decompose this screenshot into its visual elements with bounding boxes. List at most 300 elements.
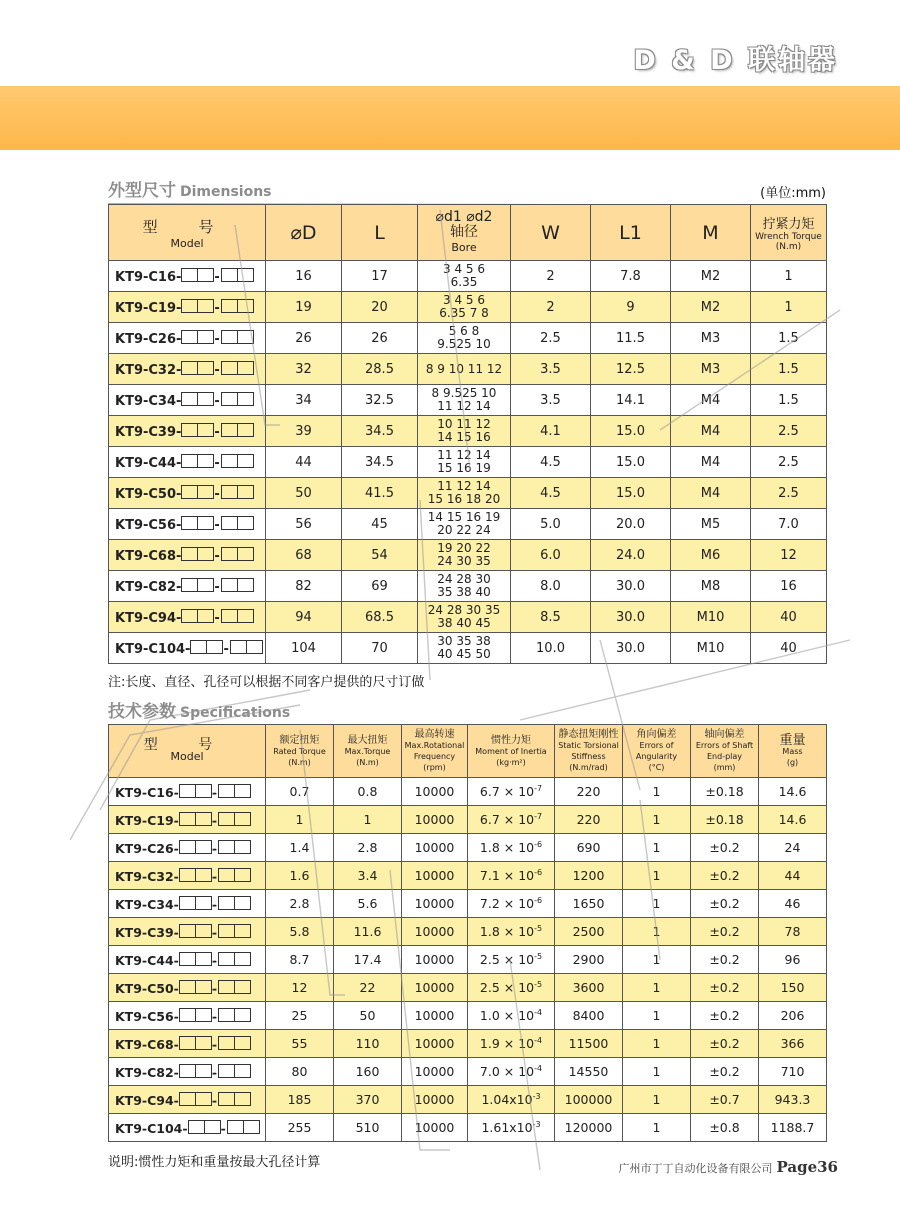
cell-L: 70 bbox=[342, 633, 418, 664]
cell-stiffness: 2900 bbox=[555, 946, 623, 974]
blank-box bbox=[179, 924, 196, 938]
model-cell bbox=[109, 918, 266, 946]
model-cell bbox=[109, 1030, 266, 1058]
model-cell bbox=[109, 540, 266, 571]
blank-box bbox=[234, 784, 251, 798]
model-cell bbox=[109, 834, 266, 862]
model-code: KT9-C39- bbox=[115, 424, 182, 440]
dash: - bbox=[211, 812, 218, 828]
cell-torque: 1.5 bbox=[751, 385, 827, 416]
cell-mass: 943.3 bbox=[759, 1086, 827, 1114]
dash: - bbox=[214, 486, 220, 502]
cell-L: 54 bbox=[342, 540, 418, 571]
cell-inertia bbox=[468, 890, 555, 918]
table-row bbox=[109, 834, 827, 862]
table-row bbox=[109, 292, 827, 323]
blank-box bbox=[237, 609, 254, 623]
cell-rated-torque: 1.4 bbox=[266, 834, 334, 862]
cell-axial: ±0.2 bbox=[691, 1058, 759, 1086]
dimensions-title-en: Dimensions bbox=[180, 184, 272, 200]
cell-axial: ±0.2 bbox=[691, 834, 759, 862]
cell-speed: 10000 bbox=[402, 834, 468, 862]
cell-inertia bbox=[468, 834, 555, 862]
cell-W: 8.5 bbox=[511, 602, 591, 633]
blank-box bbox=[195, 1064, 212, 1078]
cell-L1: 9 bbox=[591, 292, 671, 323]
cell-bore bbox=[418, 416, 511, 447]
model-cell bbox=[109, 602, 266, 633]
cell-max-torque: 22 bbox=[334, 974, 402, 1002]
blank-box bbox=[197, 330, 214, 344]
blank-box bbox=[179, 1036, 196, 1050]
blank-box bbox=[181, 268, 198, 282]
cell-L1: 20.0 bbox=[591, 509, 671, 540]
cell-M: M2 bbox=[671, 261, 751, 292]
blank-box bbox=[234, 840, 251, 854]
cell-bore bbox=[418, 509, 511, 540]
blank-box bbox=[179, 1092, 196, 1106]
header-model: 型 号 Model bbox=[109, 725, 266, 778]
cell-stiffness: 100000 bbox=[555, 1086, 623, 1114]
cell-M: M10 bbox=[671, 633, 751, 664]
cell-axial: ±0.2 bbox=[691, 890, 759, 918]
blank-box bbox=[221, 423, 238, 437]
cell-axial: ±0.2 bbox=[691, 1002, 759, 1030]
cell-rated-torque: 5.8 bbox=[266, 918, 334, 946]
model-cell bbox=[109, 385, 266, 416]
header-L1: L1 bbox=[591, 205, 671, 261]
bore-line-1: 11 12 14 bbox=[437, 448, 491, 462]
cell-max-torque: 17.4 bbox=[334, 946, 402, 974]
bore-line-2: 35 38 40 bbox=[437, 585, 491, 599]
bore-line-1: 10 11 12 bbox=[437, 417, 491, 431]
cell-M: M4 bbox=[671, 385, 751, 416]
dimensions-table bbox=[108, 204, 827, 664]
cell-speed: 10000 bbox=[402, 1058, 468, 1086]
specifications-note: 说明:惯性力矩和重量按最大孔径计算 bbox=[108, 1155, 321, 1170]
unit-label: (单位:mm) bbox=[760, 186, 826, 201]
cell-W: 6.0 bbox=[511, 540, 591, 571]
dash: - bbox=[211, 1064, 218, 1080]
cell-W: 2.5 bbox=[511, 323, 591, 354]
blank-box bbox=[197, 609, 214, 623]
inertia-exponent: -5 bbox=[534, 951, 543, 961]
bore-line-2: 11 12 14 bbox=[437, 399, 491, 413]
cell-max-torque: 1 bbox=[334, 806, 402, 834]
dash: - bbox=[214, 362, 220, 378]
cell-inertia bbox=[468, 1058, 555, 1086]
cell-mass: 46 bbox=[759, 890, 827, 918]
cell-W: 3.5 bbox=[511, 385, 591, 416]
bore-line-2: 38 40 45 bbox=[437, 616, 491, 630]
cell-W: 2 bbox=[511, 292, 591, 323]
inertia-base: 7.1 × 10 bbox=[479, 868, 535, 884]
dimensions-header-row bbox=[109, 205, 827, 261]
footer-company: 广州市丁丁自动化设备有限公司 bbox=[618, 1162, 773, 1175]
cell-torque: 2.5 bbox=[751, 416, 827, 447]
model-code: KT9-C68- bbox=[115, 548, 182, 564]
cell-axial: ±0.2 bbox=[691, 1030, 759, 1058]
cell-L: 69 bbox=[342, 571, 418, 602]
blank-box bbox=[218, 868, 235, 882]
cell-M: M4 bbox=[671, 478, 751, 509]
model-code: KT9-C16- bbox=[115, 269, 182, 285]
dash: - bbox=[214, 269, 220, 285]
blank-box bbox=[181, 423, 198, 437]
dash: - bbox=[214, 455, 220, 471]
cell-torque: 1.5 bbox=[751, 354, 827, 385]
cell-torque: 16 bbox=[751, 571, 827, 602]
blank-box bbox=[195, 980, 212, 994]
table-row bbox=[109, 633, 827, 664]
cell-D: 34 bbox=[266, 385, 342, 416]
blank-box bbox=[237, 299, 254, 313]
cell-rated-torque: 80 bbox=[266, 1058, 334, 1086]
cell-D: 44 bbox=[266, 447, 342, 478]
blank-box bbox=[197, 454, 214, 468]
inertia-base: 7.2 × 10 bbox=[479, 896, 535, 912]
page-number: Page36 bbox=[776, 1158, 838, 1176]
cell-rated-torque: 1 bbox=[266, 806, 334, 834]
blank-box bbox=[221, 361, 238, 375]
bore-line-1: 3 4 5 6 bbox=[443, 262, 485, 276]
cell-L1: 30.0 bbox=[591, 633, 671, 664]
cell-rated-torque: 185 bbox=[266, 1086, 334, 1114]
cell-rated-torque: 0.7 bbox=[266, 778, 334, 806]
model-cell bbox=[109, 478, 266, 509]
cell-max-torque: 2.8 bbox=[334, 834, 402, 862]
cell-M: M3 bbox=[671, 354, 751, 385]
cell-axial: ±0.2 bbox=[691, 918, 759, 946]
blank-box bbox=[181, 485, 198, 499]
specifications-title-en: Specifications bbox=[180, 705, 291, 721]
blank-box bbox=[179, 980, 196, 994]
cell-mass: 24 bbox=[759, 834, 827, 862]
bore-line-2: 20 22 24 bbox=[437, 523, 491, 537]
blank-box bbox=[237, 330, 254, 344]
blank-box bbox=[218, 1092, 235, 1106]
blank-box bbox=[197, 547, 214, 561]
table-row bbox=[109, 862, 827, 890]
cell-mass: 14.6 bbox=[759, 778, 827, 806]
table-row bbox=[109, 602, 827, 633]
cell-speed: 10000 bbox=[402, 862, 468, 890]
cell-L: 34.5 bbox=[342, 447, 418, 478]
cell-bore bbox=[418, 385, 511, 416]
blank-box bbox=[181, 299, 198, 313]
cell-M: M8 bbox=[671, 571, 751, 602]
cell-stiffness: 220 bbox=[555, 778, 623, 806]
cell-L1: 14.1 bbox=[591, 385, 671, 416]
cell-inertia bbox=[468, 806, 555, 834]
cell-M: M10 bbox=[671, 602, 751, 633]
model-code: KT9-C34- bbox=[115, 896, 179, 912]
model-code: KT9-C82- bbox=[115, 579, 182, 595]
blank-box bbox=[237, 485, 254, 499]
model-cell bbox=[109, 323, 266, 354]
cell-D: 94 bbox=[266, 602, 342, 633]
blank-box bbox=[179, 1008, 196, 1022]
table-row bbox=[109, 385, 827, 416]
cell-D: 16 bbox=[266, 261, 342, 292]
blank-box bbox=[218, 784, 235, 798]
blank-box bbox=[218, 840, 235, 854]
blank-box bbox=[221, 485, 238, 499]
cell-D: 82 bbox=[266, 571, 342, 602]
dash: - bbox=[214, 331, 220, 347]
cell-speed: 10000 bbox=[402, 974, 468, 1002]
dash: - bbox=[223, 641, 229, 657]
blank-box bbox=[221, 578, 238, 592]
inertia-base: 1.04x10 bbox=[481, 1092, 533, 1108]
dash: - bbox=[211, 924, 218, 940]
blank-box bbox=[221, 330, 238, 344]
table-row bbox=[109, 918, 827, 946]
cell-rated-torque: 2.8 bbox=[266, 890, 334, 918]
cell-rated-torque: 25 bbox=[266, 1002, 334, 1030]
cell-M: M5 bbox=[671, 509, 751, 540]
blank-box bbox=[197, 516, 214, 530]
model-code: KT9-C94- bbox=[115, 1092, 179, 1108]
model-code: KT9-C56- bbox=[115, 517, 182, 533]
inertia-base: 2.5 × 10 bbox=[479, 980, 535, 996]
dash: - bbox=[214, 393, 220, 409]
dimensions-note: 注:长度、直径、孔径可以根据不同客户提供的尺寸订做 bbox=[108, 675, 425, 690]
blank-box bbox=[237, 578, 254, 592]
cell-D: 26 bbox=[266, 323, 342, 354]
dash: - bbox=[214, 610, 220, 626]
header-rated-torque: 额定扭矩 Rated Torque (N.m) bbox=[266, 725, 334, 778]
cell-torque: 40 bbox=[751, 633, 827, 664]
bore-line-2: 9.525 10 bbox=[437, 337, 491, 351]
cell-angular: 1 bbox=[623, 834, 691, 862]
cell-torque: 1 bbox=[751, 292, 827, 323]
blank-box bbox=[234, 1008, 251, 1022]
dash: - bbox=[211, 1036, 218, 1052]
cell-L: 17 bbox=[342, 261, 418, 292]
cell-torque: 2.5 bbox=[751, 447, 827, 478]
cell-axial: ±0.8 bbox=[691, 1114, 759, 1142]
cell-M: M3 bbox=[671, 323, 751, 354]
inertia-exponent: -6 bbox=[534, 867, 543, 877]
cell-bore bbox=[418, 602, 511, 633]
blank-box bbox=[221, 516, 238, 530]
cell-bore bbox=[418, 447, 511, 478]
inertia-exponent: -3 bbox=[532, 1119, 541, 1129]
cell-axial: ±0.2 bbox=[691, 946, 759, 974]
blank-box bbox=[234, 896, 251, 910]
dash: - bbox=[214, 424, 220, 440]
bore-line-1: 3 4 5 6 bbox=[443, 293, 485, 307]
header-bore: ⌀d1 ⌀d2 轴径 Bore bbox=[418, 205, 511, 261]
table-row bbox=[109, 946, 827, 974]
cell-mass: 150 bbox=[759, 974, 827, 1002]
model-code: KT9-C68- bbox=[115, 1036, 179, 1052]
model-cell bbox=[109, 1002, 266, 1030]
blank-box bbox=[234, 980, 251, 994]
inertia-exponent: -5 bbox=[534, 923, 543, 933]
blank-box bbox=[195, 1036, 212, 1050]
bore-line-2: 15 16 18 20 bbox=[427, 492, 501, 506]
model-cell bbox=[109, 806, 266, 834]
blank-box bbox=[197, 578, 214, 592]
blank-box bbox=[218, 896, 235, 910]
model-cell bbox=[109, 1086, 266, 1114]
cell-L1: 15.0 bbox=[591, 447, 671, 478]
cell-L1: 30.0 bbox=[591, 571, 671, 602]
blank-box bbox=[206, 640, 223, 654]
inertia-base: 1.61x10 bbox=[481, 1120, 533, 1136]
cell-speed: 10000 bbox=[402, 778, 468, 806]
table-row bbox=[109, 261, 827, 292]
cell-stiffness: 1200 bbox=[555, 862, 623, 890]
header-D: ⌀D bbox=[266, 205, 342, 261]
header-inertia: 惯性力矩 Moment of Inertia (kg·m²) bbox=[468, 725, 555, 778]
model-code: KT9-C104- bbox=[115, 641, 191, 657]
cell-W: 3.5 bbox=[511, 354, 591, 385]
inertia-base: 1.8 × 10 bbox=[479, 840, 535, 856]
cell-speed: 10000 bbox=[402, 918, 468, 946]
blank-box bbox=[218, 952, 235, 966]
cell-mass: 14.6 bbox=[759, 806, 827, 834]
blank-box bbox=[221, 268, 238, 282]
blank-box bbox=[230, 640, 247, 654]
footer bbox=[618, 1158, 838, 1176]
blank-box bbox=[181, 609, 198, 623]
cell-inertia bbox=[468, 862, 555, 890]
cell-angular: 1 bbox=[623, 778, 691, 806]
cell-axial: ±0.2 bbox=[691, 974, 759, 1002]
cell-bore bbox=[418, 261, 511, 292]
cell-D: 19 bbox=[266, 292, 342, 323]
inertia-base: 2.5 × 10 bbox=[479, 952, 535, 968]
blank-box bbox=[234, 812, 251, 826]
inertia-base: 1.9 × 10 bbox=[479, 1036, 535, 1052]
blank-box bbox=[181, 547, 198, 561]
cell-axial: ±0.18 bbox=[691, 778, 759, 806]
model-cell bbox=[109, 509, 266, 540]
model-code: KT9-C82- bbox=[115, 1064, 179, 1080]
blank-box bbox=[221, 299, 238, 313]
bore-line-2: 6.35 bbox=[450, 275, 478, 289]
cell-W: 2 bbox=[511, 261, 591, 292]
specifications-title bbox=[108, 697, 290, 722]
bore-line-1: 5 6 8 bbox=[448, 324, 480, 338]
blank-box bbox=[221, 454, 238, 468]
blank-box bbox=[195, 1008, 212, 1022]
table-row bbox=[109, 323, 827, 354]
cell-L1: 15.0 bbox=[591, 416, 671, 447]
dash: - bbox=[214, 300, 220, 316]
model-code: KT9-C26- bbox=[115, 840, 179, 856]
specifications-table bbox=[108, 724, 827, 1142]
header-L: L bbox=[342, 205, 418, 261]
model-code: KT9-C94- bbox=[115, 610, 182, 626]
blank-box bbox=[195, 1092, 212, 1106]
bore-line-2: 40 45 50 bbox=[437, 647, 491, 661]
cell-axial: ±0.18 bbox=[691, 806, 759, 834]
cell-bore bbox=[418, 354, 511, 385]
bore-line-1: 30 35 38 bbox=[437, 634, 491, 648]
header-M: M bbox=[671, 205, 751, 261]
bore-line-1: 8 9.525 10 bbox=[431, 386, 497, 400]
table-row bbox=[109, 509, 827, 540]
model-code: KT9-C44- bbox=[115, 952, 179, 968]
cell-L: 32.5 bbox=[342, 385, 418, 416]
blank-box bbox=[218, 1008, 235, 1022]
table-row bbox=[109, 416, 827, 447]
specifications-title-cn: 技术参数 bbox=[108, 702, 176, 722]
cell-max-torque: 5.6 bbox=[334, 890, 402, 918]
cell-angular: 1 bbox=[623, 1002, 691, 1030]
model-code: KT9-C44- bbox=[115, 455, 182, 471]
inertia-exponent: -7 bbox=[534, 783, 543, 793]
cell-angular: 1 bbox=[623, 862, 691, 890]
header-mass: 重量 Mass (g) bbox=[759, 725, 827, 778]
model-code: KT9-C32- bbox=[115, 868, 179, 884]
cell-L1: 11.5 bbox=[591, 323, 671, 354]
blank-box bbox=[221, 547, 238, 561]
blank-box bbox=[234, 1064, 251, 1078]
blank-box bbox=[195, 840, 212, 854]
header-model: 型 号 Model bbox=[109, 205, 266, 261]
cell-speed: 10000 bbox=[402, 1086, 468, 1114]
cell-rated-torque: 12 bbox=[266, 974, 334, 1002]
cell-max-torque: 110 bbox=[334, 1030, 402, 1058]
blank-box bbox=[179, 952, 196, 966]
cell-max-torque: 0.8 bbox=[334, 778, 402, 806]
dash: - bbox=[211, 784, 218, 800]
cell-max-torque: 3.4 bbox=[334, 862, 402, 890]
blank-box bbox=[234, 952, 251, 966]
blank-box bbox=[181, 454, 198, 468]
model-code: KT9-C19- bbox=[115, 812, 179, 828]
cell-inertia bbox=[468, 974, 555, 1002]
model-code: KT9-C50- bbox=[115, 486, 182, 502]
cell-D: 68 bbox=[266, 540, 342, 571]
cell-torque: 40 bbox=[751, 602, 827, 633]
cell-speed: 10000 bbox=[402, 890, 468, 918]
blank-box bbox=[188, 1120, 205, 1134]
cell-bore bbox=[418, 540, 511, 571]
cell-speed: 10000 bbox=[402, 1114, 468, 1142]
cell-angular: 1 bbox=[623, 806, 691, 834]
header-wrench-torque: 拧紧力矩 Wrench Torque (N.m) bbox=[751, 205, 827, 261]
blank-box bbox=[195, 784, 212, 798]
cell-stiffness: 3600 bbox=[555, 974, 623, 1002]
table-row bbox=[109, 1114, 827, 1142]
blank-box bbox=[179, 896, 196, 910]
blank-box bbox=[195, 924, 212, 938]
model-code: KT9-C56- bbox=[115, 1008, 179, 1024]
cell-mass: 78 bbox=[759, 918, 827, 946]
cell-mass: 96 bbox=[759, 946, 827, 974]
cell-M: M6 bbox=[671, 540, 751, 571]
dash: - bbox=[211, 1092, 218, 1108]
cell-stiffness: 8400 bbox=[555, 1002, 623, 1030]
cell-rated-torque: 55 bbox=[266, 1030, 334, 1058]
cell-L: 68.5 bbox=[342, 602, 418, 633]
blank-box bbox=[179, 868, 196, 882]
blank-box bbox=[234, 924, 251, 938]
table-row bbox=[109, 478, 827, 509]
blank-box bbox=[234, 1036, 251, 1050]
brand-logo: D & D 联轴器 bbox=[633, 45, 838, 76]
cell-max-torque: 160 bbox=[334, 1058, 402, 1086]
cell-L1: 12.5 bbox=[591, 354, 671, 385]
cell-bore bbox=[418, 292, 511, 323]
blank-box bbox=[179, 812, 196, 826]
